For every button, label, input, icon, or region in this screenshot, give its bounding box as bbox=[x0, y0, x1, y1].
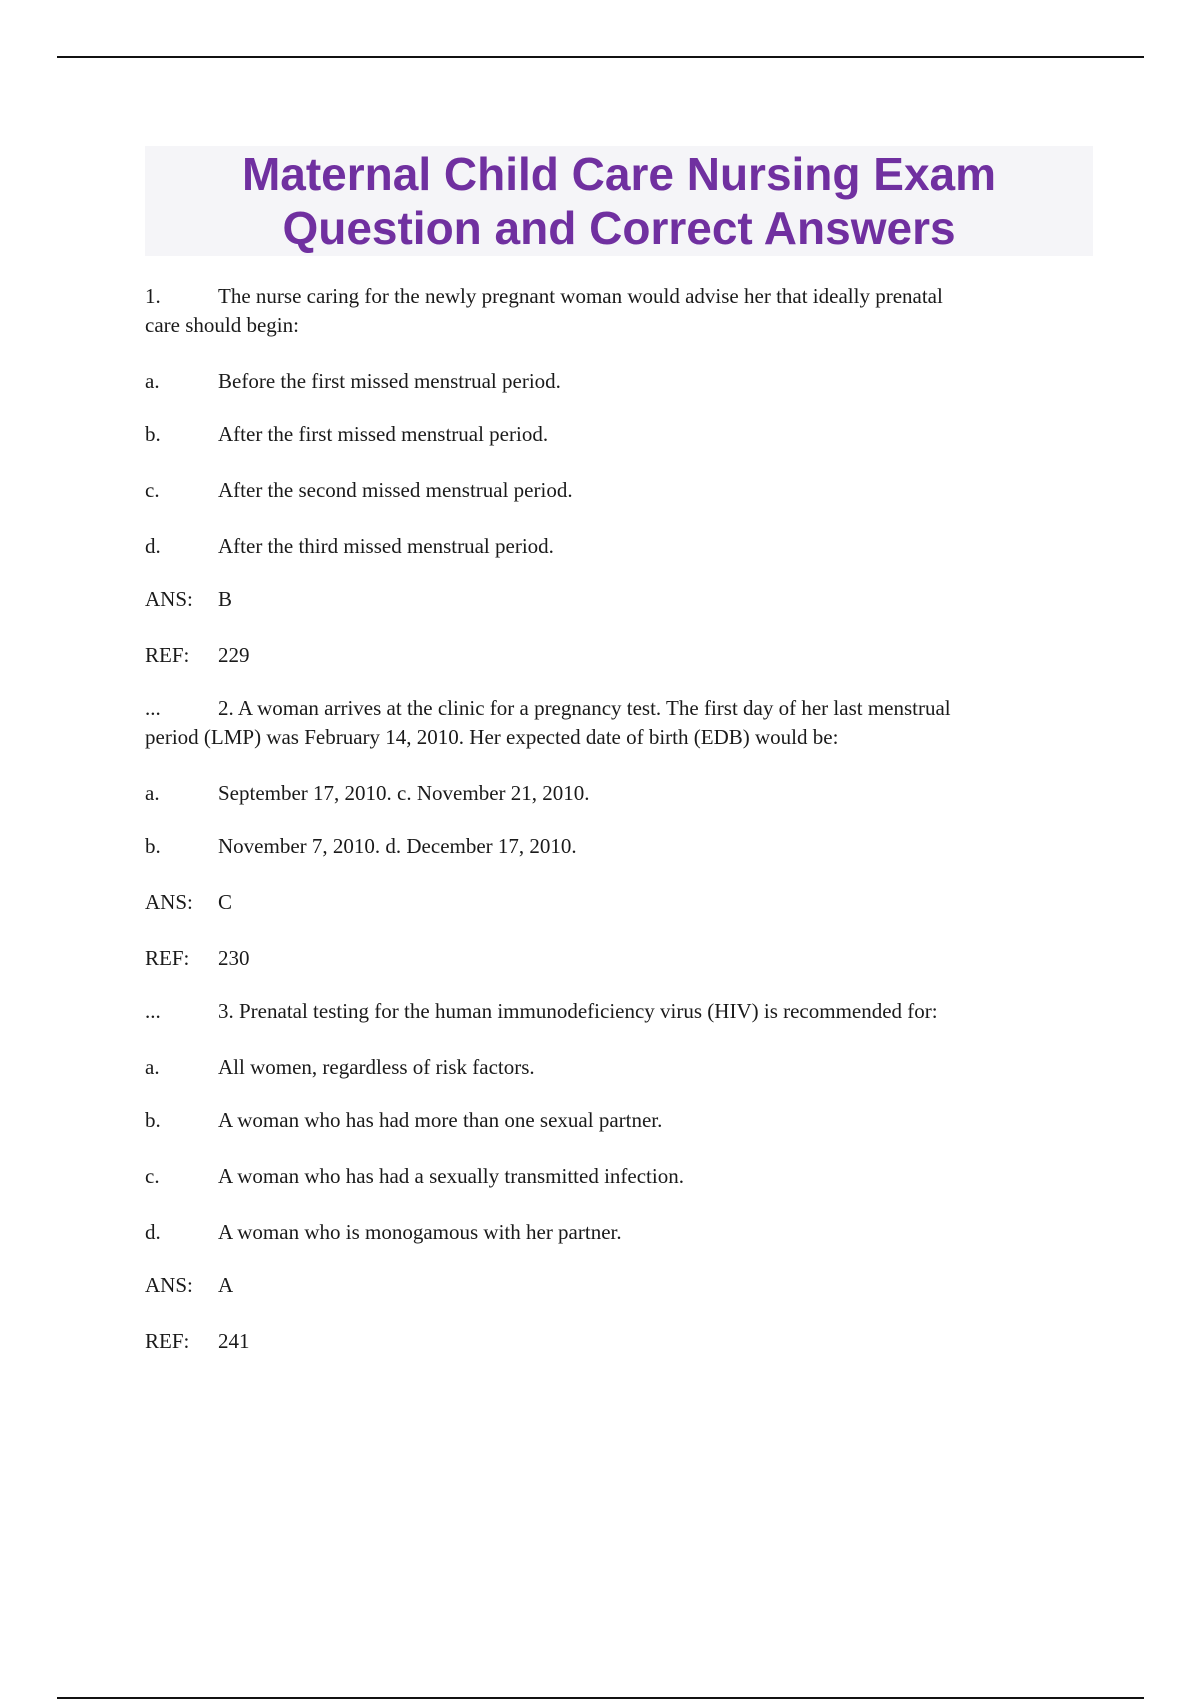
document-title-banner bbox=[145, 146, 1093, 256]
option-b bbox=[145, 420, 1065, 449]
option-label: a. bbox=[145, 781, 160, 805]
option-a bbox=[145, 1053, 1065, 1082]
option-a bbox=[145, 779, 1065, 808]
option-text: After the third missed menstrual period. bbox=[218, 534, 554, 558]
answer-label: ANS: bbox=[145, 1273, 193, 1297]
option-label: a. bbox=[145, 1055, 160, 1079]
reference-value: 229 bbox=[218, 643, 250, 667]
answer-line bbox=[145, 888, 1065, 917]
option-label: c. bbox=[145, 1164, 160, 1188]
option-text: A woman who is monogamous with her partner. bbox=[218, 1220, 622, 1244]
question-3 bbox=[145, 997, 1065, 1356]
reference-line bbox=[145, 944, 1065, 973]
option-label: b. bbox=[145, 422, 161, 446]
question-1 bbox=[145, 282, 1065, 694]
answer-value: C bbox=[218, 890, 233, 914]
question-text-continued: care should begin: bbox=[145, 313, 299, 337]
question-stem bbox=[145, 997, 1065, 1026]
option-label: c. bbox=[145, 478, 160, 502]
question-text: 3. Prenatal testing for the human immunodeficiency virus (HIV) is recommended for: bbox=[218, 999, 938, 1023]
option-text: All women, regardless of risk factors. bbox=[218, 1055, 535, 1079]
option-text: A woman who has had more than one sexual partner. bbox=[218, 1108, 663, 1132]
reference-label: REF: bbox=[145, 643, 190, 667]
option-label: d. bbox=[145, 534, 161, 558]
reference-label: REF: bbox=[145, 946, 190, 970]
option-b bbox=[145, 1106, 1065, 1135]
option-a bbox=[145, 367, 1065, 396]
answer-value: A bbox=[218, 1273, 234, 1297]
option-label: d. bbox=[145, 1220, 161, 1244]
title-line-2: Question and Correct Answers bbox=[282, 202, 956, 254]
question-text: 2. A woman arrives at the clinic for a pregnancy test. The first day of her last menstrual bbox=[218, 696, 951, 720]
answer-value: B bbox=[218, 587, 233, 611]
answer-label: ANS: bbox=[145, 890, 193, 914]
question-text: The nurse caring for the newly pregnant woman would advise her that ideally prenatal bbox=[218, 284, 943, 308]
answer-line bbox=[145, 1271, 1065, 1300]
question-text-continued: period (LMP) was February 14, 2010. Her expected date of birth (EDB) would be: bbox=[145, 725, 839, 749]
answer-label: ANS: bbox=[145, 587, 193, 611]
question-stem bbox=[145, 282, 1065, 311]
option-d bbox=[145, 1218, 1065, 1247]
option-text: September 17, 2010. c. November 21, 2010. bbox=[218, 781, 590, 805]
reference-label: REF: bbox=[145, 1329, 190, 1353]
option-label: b. bbox=[145, 1108, 161, 1132]
option-b bbox=[145, 832, 1065, 861]
option-label: b. bbox=[145, 834, 161, 858]
option-text: After the second missed menstrual period. bbox=[218, 478, 573, 502]
exam-content bbox=[145, 282, 1065, 1356]
option-c bbox=[145, 1162, 1065, 1191]
option-text: Before the first missed menstrual period. bbox=[218, 369, 561, 393]
option-text: A woman who has had a sexually transmitted infection. bbox=[218, 1164, 684, 1188]
reference-value: 241 bbox=[218, 1329, 250, 1353]
header-rule bbox=[57, 56, 1144, 58]
option-text: After the first missed menstrual period. bbox=[218, 422, 549, 446]
footer-rule bbox=[57, 1697, 1144, 1699]
reference-line bbox=[145, 1327, 1065, 1356]
reference-line bbox=[145, 641, 1065, 670]
option-text: November 7, 2010. d. December 17, 2010. bbox=[218, 834, 577, 858]
option-c bbox=[145, 476, 1065, 505]
question-number: 1. bbox=[145, 284, 161, 308]
answer-line bbox=[145, 585, 1065, 614]
question-prefix: ... bbox=[145, 999, 161, 1023]
question-prefix: ... bbox=[145, 696, 161, 720]
question-stem bbox=[145, 694, 1065, 723]
option-d bbox=[145, 532, 1065, 561]
title-line-1: Maternal Child Care Nursing Exam bbox=[241, 148, 997, 200]
option-label: a. bbox=[145, 369, 160, 393]
reference-value: 230 bbox=[218, 946, 250, 970]
question-2 bbox=[145, 694, 1065, 997]
